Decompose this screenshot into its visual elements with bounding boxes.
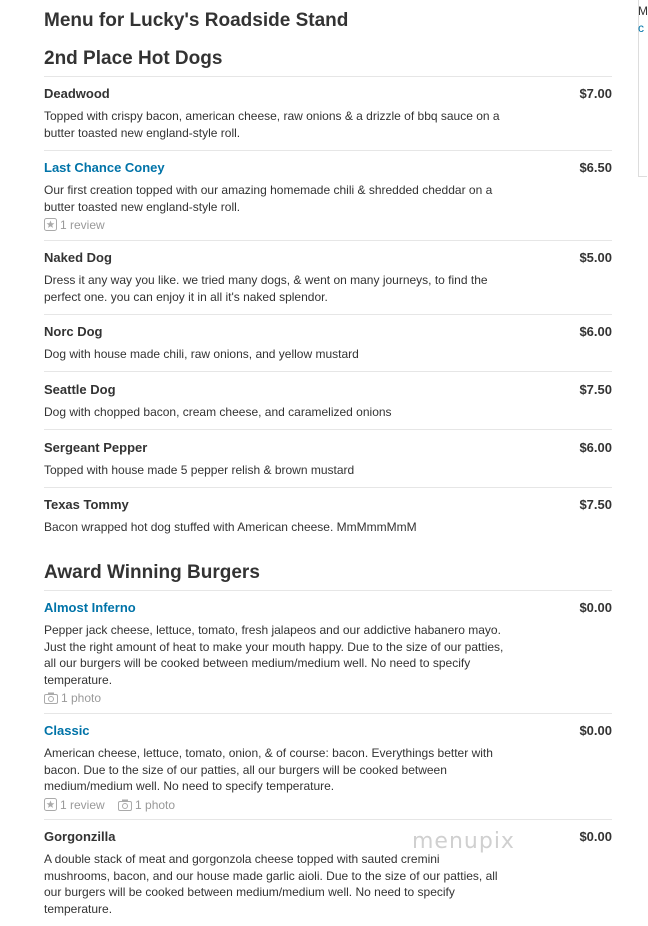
item-price: $6.50 (579, 160, 612, 175)
item-name: Sergeant Pepper (44, 440, 148, 455)
review-count: 1 review (60, 218, 105, 232)
item-meta (44, 691, 111, 705)
divider (44, 487, 612, 488)
review-link[interactable] (44, 798, 105, 812)
section-title-hot-dogs: 2nd Place Hot Dogs (44, 48, 223, 69)
item-name: Norc Dog (44, 324, 103, 339)
item-price: $5.00 (579, 250, 612, 265)
item-meta (44, 798, 185, 812)
sidebar-link[interactable]: c (638, 21, 644, 35)
item-description: Bacon wrapped hot dog stuffed with American cheese. MmMmmMmM (44, 520, 417, 534)
item-name: Deadwood (44, 86, 110, 101)
item-price: $7.00 (579, 86, 612, 101)
photo-count: 1 photo (61, 691, 102, 705)
item-price: $7.50 (579, 497, 612, 512)
item-name-link[interactable]: Almost Inferno (44, 600, 136, 615)
item-description: Pepper jack cheese, lettuce, tomato, fresh jalapeos and our addictive habanero mayo. Just the right amount of heat to make your mouth happy. Due to the size of our patties, all our burgers will be cooked between medium/medium well. No need to specify temperature. (44, 623, 504, 687)
item-meta (44, 218, 115, 232)
item-price: $0.00 (579, 829, 612, 844)
camera-icon (118, 799, 132, 811)
item-description: Topped with crispy bacon, american cheese, raw onions & a drizzle of bbq sauce on a butter toasted new england-style roll. (44, 109, 500, 140)
item-name-link[interactable]: Last Chance Coney (44, 160, 165, 175)
page-title: Menu for Lucky's Roadside Stand (44, 10, 349, 31)
photo-count: 1 photo (135, 798, 176, 812)
item-name: Naked Dog (44, 250, 112, 265)
review-link[interactable] (44, 218, 105, 232)
item-description: Topped with house made 5 pepper relish & brown mustard (44, 463, 355, 477)
item-description: American cheese, lettuce, tomato, onion, & of course: bacon. Everythings better with bacon. Due to the size of our patties, all our burgers will be cooked between medium/medium well. No need to specify temperature. (44, 746, 493, 794)
watermark: menupix (412, 829, 515, 854)
divider (44, 429, 612, 430)
divider (44, 314, 612, 315)
item-name: Gorgonzilla (44, 829, 116, 844)
item-price: $7.50 (579, 382, 612, 397)
item-description: Dress it any way you like. we tried many dogs, & went on many journeys, to find the perfect one. you can enjoy it in all it's naked splendor. (44, 273, 488, 304)
item-name-link[interactable]: Classic (44, 723, 90, 738)
sidebar-text: M (638, 4, 648, 18)
item-description: Our first creation topped with our amazing homemade chili & shredded cheddar on a butter toasted new england-style roll. (44, 183, 493, 214)
item-price: $0.00 (579, 600, 612, 615)
item-name: Texas Tommy (44, 497, 129, 512)
divider (44, 150, 612, 151)
divider (44, 76, 612, 77)
camera-icon (44, 692, 58, 704)
review-star-icon (44, 218, 57, 231)
item-price: $6.00 (579, 440, 612, 455)
divider (44, 713, 612, 714)
item-price: $0.00 (579, 723, 612, 738)
item-description: Dog with house made chili, raw onions, and yellow mustard (44, 347, 359, 361)
divider (44, 240, 612, 241)
review-star-icon (44, 798, 57, 811)
item-description: A double stack of meat and gorgonzola cheese topped with sauted cremini mushrooms, bacon, and our house made garlic aioli. Due to the size of our patties, all our burgers will be cooked between medium/medium well. No need to specify temperature. (44, 852, 498, 916)
divider (44, 371, 612, 372)
section-title-burgers: Award Winning Burgers (44, 562, 260, 583)
item-name: Seattle Dog (44, 382, 116, 397)
photo-link[interactable] (44, 691, 101, 705)
item-description: Dog with chopped bacon, cream cheese, and caramelized onions (44, 405, 392, 419)
item-price: $6.00 (579, 324, 612, 339)
review-count: 1 review (60, 798, 105, 812)
divider (44, 590, 612, 591)
photo-link[interactable] (118, 798, 175, 812)
divider (44, 819, 612, 820)
